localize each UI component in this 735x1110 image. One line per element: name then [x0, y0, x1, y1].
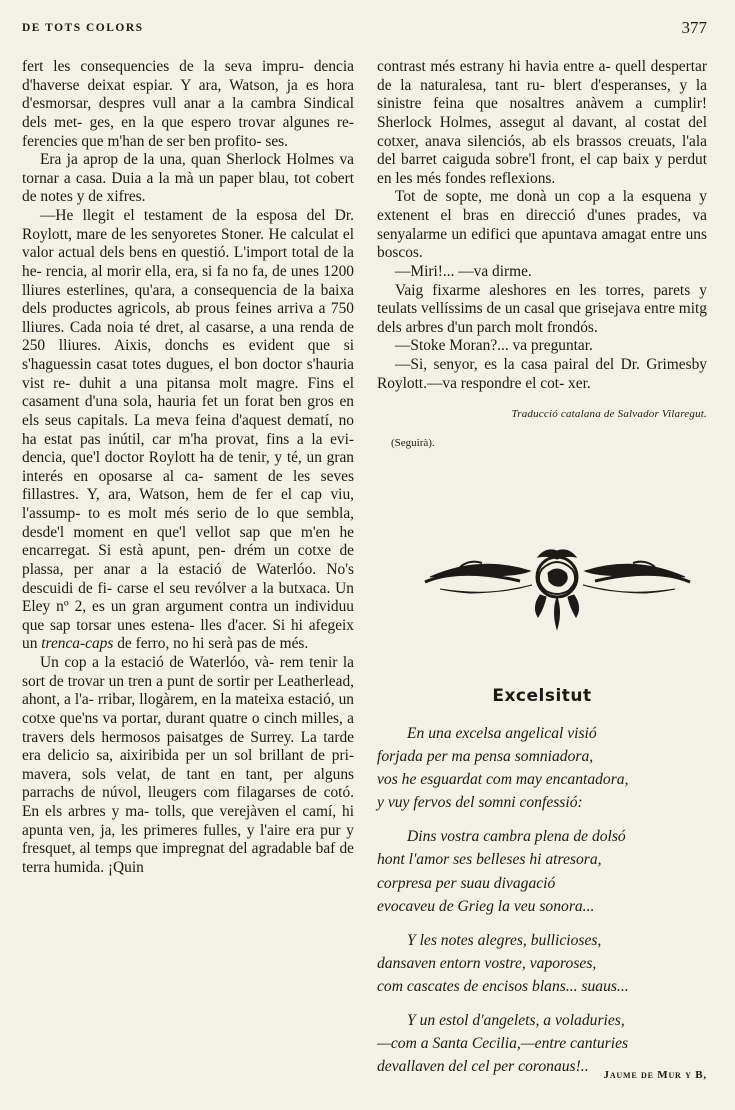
paragraph — [22, 207, 354, 654]
paragraph: fert les consequencies de la seva impru- dencia d'haverse deixat espiar. Y ara, Watson, ja es hora d'esmorsar, despres vull anar a la cambra Sindical dels met- ges, en la que espero trovar algunes re- ferencies que m'han de ser ben profito- ses. — [22, 58, 354, 150]
verse-line: devallaven del cel per coronaus!.. — [377, 1058, 589, 1076]
verse-line: corpresa per suau divagació — [377, 874, 556, 892]
verse-line: evocaveu de Grieg la veu sonora... — [377, 897, 595, 915]
page-header — [0, 0, 735, 40]
running-title: DE TOTS COLORS — [22, 22, 144, 34]
verse-line: Y un estol d'angelets, a voladuries, — [407, 1012, 625, 1030]
poem — [377, 722, 707, 1089]
paragraph-text-end: de ferro, no hi serà pas de més. — [117, 635, 309, 653]
paragraph: —Si, senyor, es la casa pairal del Dr. Grimesby Roylott.—va respondre el cot- xer. — [377, 356, 707, 392]
verse-line: y vuy fervos del somni confessió: — [377, 794, 583, 812]
stanza — [377, 825, 707, 917]
verse-line: Dins vostra cambra plena de dolsó — [407, 828, 626, 846]
paragraph: —Stoke Moran?... va preguntar. — [395, 337, 593, 355]
stanza — [377, 722, 707, 814]
verse-line: vos he esguardat com may encantadora, — [377, 771, 629, 789]
paragraph: —Miri!... —va dirme. — [395, 262, 532, 280]
paragraph: Vaig fixarme aleshores en les torres, parets y teulats vellíssims de un casal que grisejava entre mitg dels arbres d'un parch molt frondós. — [377, 281, 707, 336]
left-column — [22, 58, 354, 878]
floral-scroll-ornament-icon — [420, 537, 695, 632]
page-number: 377 — [681, 18, 707, 37]
poem-title: Excelsitut — [492, 686, 592, 706]
paragraph: Era ja aprop de la una, quan Sherlock Holmes va tornar a casa. Duia a la mà un paper blau, tot cobert de notes y de xifres. — [22, 151, 354, 206]
verse-line: —com a Santa Cecilia,—entre canturies — [377, 1035, 629, 1053]
italic-term: trenca-caps — [41, 635, 114, 653]
stanza — [377, 1009, 707, 1078]
verse-line: forjada per ma pensa somniadora, — [377, 748, 594, 766]
stanza — [377, 929, 707, 998]
paragraph: Tot de sopte, me donà un cop a la esquena y extenent el bras en direcció d'unes prades, va senyalarme un edifici que apuntava amagat entre uns boscos. — [377, 188, 707, 262]
right-column — [377, 58, 707, 453]
poem-signature: Jaume de Mur y B, — [603, 1069, 707, 1081]
translation-credit: Traducció catalana de Salvador Vilaregut. — [511, 408, 707, 421]
verse-line: dansaven entorn vostre, vaporoses, — [377, 954, 597, 972]
verse-line: En una excelsa angelical visió — [407, 725, 597, 742]
paragraph: contrast més estrany hi havia entre a- quell despertar de la naturalesa, tant ru- blert d'esperanses, y la sinistre feina que nosaltres anàvem a cumplir! Sherlock Holmes, assegut al davant, al costat del cotxer, anava silenciós, ab els brassos creuats, l'ala del barret caiguda sobre'l front, el cap baix y perdut en les més fondes reflexions. — [377, 58, 707, 187]
paragraph-text: —He llegit el testament de la esposa del Dr. Roylott, mare de les senyoretes Stoner. He calculat el valor actual dels bens en questió. L'import total de la he- rencia, al morir ella, era, si fa no fa, de unes 1200 lliures esterlines, qu'ara, a consequencia de la baixa dels productes agricols, ab prous feines arriva a 750 lliures. Cada noia té dret, al casarse, a una renda de 250 lliures. Aixis, donchs es evident que si s'haguessin casat totes dugues, el bon doctor s'hauria vist re- duhit a una pitansa molt magre. Fins el casament d'una sola, hauria fet un forat ben gros en els seus capitals. La meva feina d'aquest dematí, no ha estat pas inútil, car m'ha provat, fins a la evi- dencia, que'l doctor Roylott ha de tenir, y té, un gran interés en oposarse al ca- sament de les seves fillastres. Y, ara, Watson, hem de fer el cap viu, l'assump- to es molt més serio de lo que sembla, desde'l moment en que'l vellot sap que m'en he encarregat. Si està apunt, pen- drém un cotxe de plassa, per anar a la estació de Waterlóo. No's descuidi de fi- carse el seu revólver a la butxaca. Un Eley nº 2, es un gran argument contra un individuu que sap torsar unes estena- lles d'acer. Si hi afegeix un — [22, 207, 354, 653]
paragraph: Un cop a la estació de Waterlóo, và- rem tenir la sort de trovar un tren a punt de sortir per Leatherlead, ahont, a l'a- rribar, llogàrem, en la mateixa estació, un cotxe que'ns va portar, durant quatre o cinch milles, a travers dels hermosos paisatges de Surrey. La tarde era delicio sa, aixiribida per un sol brillant de pri- mavera, sols velat, de tant en tant, per alguns parrachs de núvol, lleugers com filagarses de cotó. En els arbres y ma- tolls, que verejàven el camí, hi apunta ven, ja, les primeres fulles, y l'aire era pur y fresquet, al temps que impregnat del agradable baf de terra humida. ¡Quin — [22, 654, 354, 876]
verse-line: Y les notes alegres, bullicioses, — [407, 931, 602, 949]
verse-line: hont l'amor ses belleses hi atresora, — [377, 851, 602, 869]
verse-line: com cascates de encisos blans... suaus... — [377, 977, 629, 995]
to-be-continued: (Seguirà). — [391, 436, 435, 449]
